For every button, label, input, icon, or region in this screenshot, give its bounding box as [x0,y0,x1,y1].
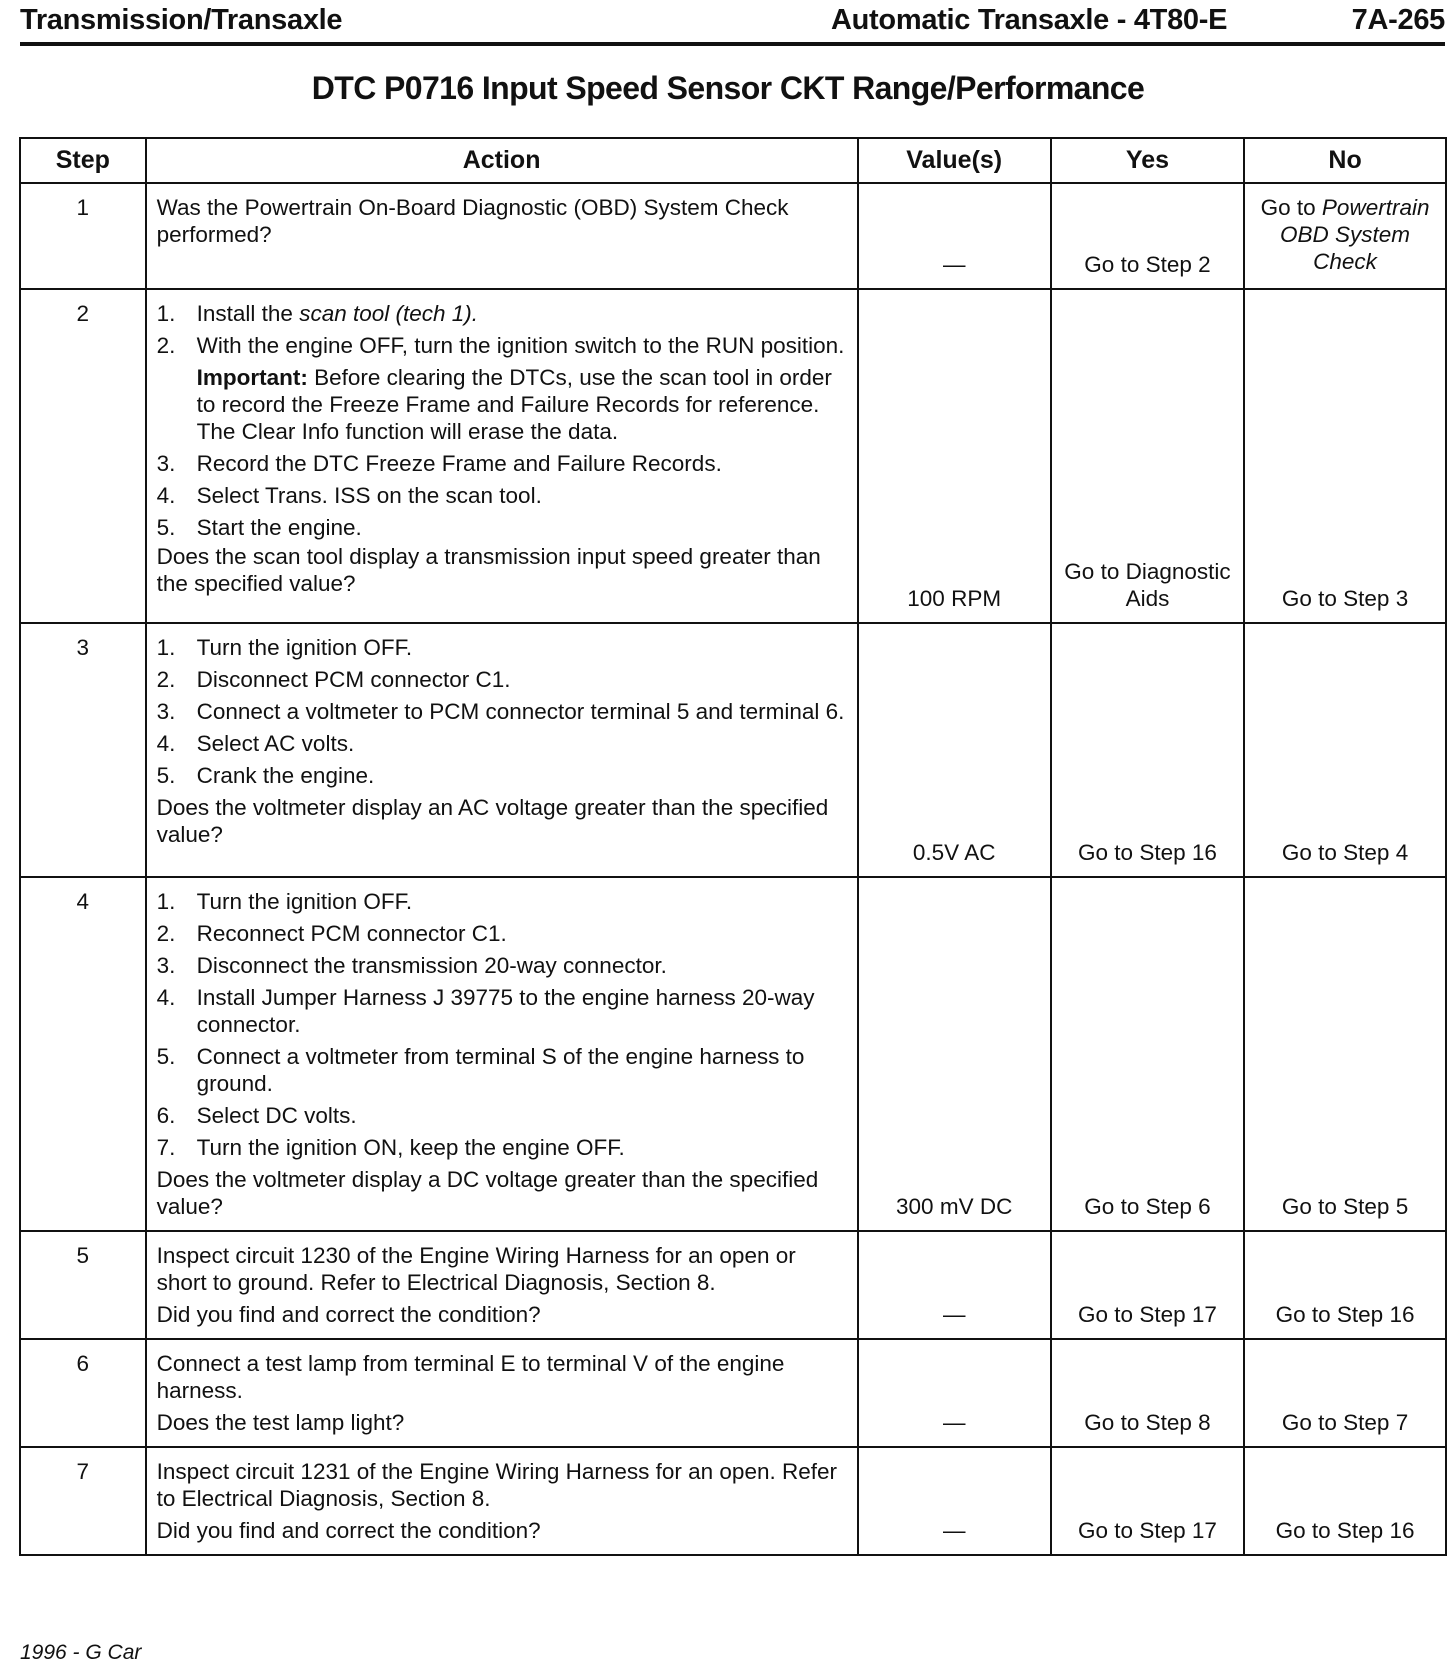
no-reference: Powertrain OBD System Check [1280,195,1430,274]
action-text: Inspect circuit 1230 of the Engine Wiring Harness for an open or short to ground. Refer to Electrical Diagnosis, Section 8. [156,1243,796,1295]
no-cell: Go to Step 4 [1244,623,1446,877]
list-item: 5. Connect a voltmeter from terminal S of the engine harness to ground. [156,1044,805,1096]
step-number: 4 [20,877,146,1231]
list-item: 3. Connect a voltmeter to PCM connector terminal 5 and terminal 6. [156,699,845,724]
item-text: Crank the engine. [196,763,375,788]
list-item: 2. Reconnect PCM connector C1. [156,921,507,946]
action-cell [146,289,858,623]
step-number: 5 [20,1231,146,1339]
column-header-values: Value(s) [858,138,1051,183]
question-text: Does the voltmeter display a DC voltage greater than the specified value? [156,1167,819,1219]
list-item: 5. Crank the engine. [156,763,375,788]
step-number: 2 [20,289,146,623]
value-cell: 300 mV DC [858,877,1051,1231]
action-cell [146,623,858,877]
value-cell: 0.5V AC [858,623,1051,877]
yes-cell: Go to Step 17 [1051,1447,1244,1555]
action-cell [146,877,858,1231]
column-header-action: Action [146,138,858,183]
list-item: 2. With the engine OFF, turn the ignition switch to the RUN position. [156,333,845,358]
important-text: Before clearing the DTCs, use the scan tool in order to record the Freeze Frame and Failure Records for reference. The Clear Info function will erase the data. [196,365,832,444]
value-cell: — [858,1339,1051,1447]
item-text: With the engine OFF, turn the ignition switch to the RUN position. [196,333,845,358]
section-title: Transmission/Transaxle [20,4,343,36]
page-number: 7A-265 [1351,4,1445,36]
list-item: 5. Start the engine. [156,515,362,540]
item-text: Record the DTC Freeze Frame and Failure Records. [196,451,722,476]
item-text: Turn the ignition OFF. [196,889,413,914]
no-prefix: Go to [1260,195,1316,220]
table-row [20,1231,1446,1339]
action-cell [146,1447,858,1555]
yes-cell: Go to Step 16 [1051,623,1244,877]
important-label: Important: [196,365,308,390]
action-text: Was the Powertrain On-Board Diagnostic (OBD) System Check performed? [156,195,789,247]
table-header-row [20,138,1446,183]
item-text: Install Jumper Harness J 39775 to the engine harness 20-way connector. [196,985,815,1037]
table-row [20,877,1446,1231]
list-item: 1. Turn the ignition OFF. [156,635,413,660]
value-cell: — [858,1231,1051,1339]
item-text: Turn the ignition OFF. [196,635,413,660]
item-text: Disconnect the transmission 20-way connector. [196,953,667,978]
question-text: Does the test lamp light? [156,1410,405,1435]
question-text: Did you find and correct the condition? [156,1302,541,1327]
subsection-title: Automatic Transaxle - 4T80-E [831,4,1228,36]
question-text: Does the voltmeter display an AC voltage greater than the specified value? [156,795,829,847]
step-number: 7 [20,1447,146,1555]
document-title: DTC P0716 Input Speed Sensor CKT Range/Performance [311,70,1145,106]
column-header-yes: Yes [1051,138,1244,183]
list-item: 4. Install Jumper Harness J 39775 to the engine harness 20-way connector. [156,985,815,1037]
no-cell: Go to Step 7 [1244,1339,1446,1447]
value-cell: — [858,1447,1051,1555]
table-row [20,1339,1446,1447]
item-text: Start the engine. [196,515,362,540]
item-text: Connect a voltmeter to PCM connector terminal 5 and terminal 6. [196,699,845,724]
list-item: 1. Turn the ignition OFF. [156,889,413,914]
no-cell: Go to Step 5 [1244,877,1446,1231]
item-text: Connect a voltmeter from terminal S of the engine harness to ground. [196,1044,805,1096]
page-header [20,0,1445,46]
page-footer: 1996 - G Car [20,1641,142,1664]
item-text: Select AC volts. [196,731,355,756]
procedure-list [157,888,847,1161]
yes-cell: Go to Step 2 [1051,183,1244,289]
action-text: Connect a test lamp from terminal E to terminal V of the engine harness. [156,1351,785,1403]
table-row [20,623,1446,877]
table-row [20,289,1446,623]
list-item: 4. Select Trans. ISS on the scan tool. [156,483,542,508]
list-item: 4. Select AC volts. [156,731,355,756]
list-item: 3. Disconnect the transmission 20-way connector. [156,953,667,978]
step-number: 1 [20,183,146,289]
no-cell: Go to Step 16 [1244,1231,1446,1339]
procedure-list [157,300,847,359]
diagnostic-table [19,137,1447,1556]
list-item: 6. Select DC volts. [156,1103,357,1128]
step-number: 6 [20,1339,146,1447]
action-text: Inspect circuit 1231 of the Engine Wiring Harness for an open. Refer to Electrical Diagnosis, Section 8. [156,1459,837,1511]
value-cell: 100 RPM [858,289,1051,623]
yes-cell: Go to Step 17 [1051,1231,1244,1339]
no-cell [1244,183,1446,289]
list-item: 1. Install the scan tool (tech 1). [156,301,479,326]
procedure-list [157,634,847,789]
list-item: 7. Turn the ignition ON, keep the engine OFF. [156,1135,625,1160]
question-text: Does the scan tool display a transmission input speed greater than the specified value? [156,544,821,596]
list-item: 2. Disconnect PCM connector C1. [156,667,511,692]
item-text: Select Trans. ISS on the scan tool. [196,483,542,508]
step-number: 3 [20,623,146,877]
item-text: Install the [196,301,293,326]
table-row [20,1447,1446,1555]
table-row [20,183,1446,289]
yes-cell: Go to Step 8 [1051,1339,1244,1447]
list-item: 3. Record the DTC Freeze Frame and Failure Records. [156,451,722,476]
value-cell: — [858,183,1051,289]
yes-cell: Go to Diagnostic Aids [1051,289,1244,623]
column-header-step: Step [20,138,146,183]
no-cell: Go to Step 16 [1244,1447,1446,1555]
action-cell [146,1339,858,1447]
item-text: Disconnect PCM connector C1. [196,667,511,692]
item-text-italic: scan tool (tech 1). [299,301,479,326]
procedure-list [157,450,847,541]
yes-cell: Go to Step 6 [1051,877,1244,1231]
item-text: Reconnect PCM connector C1. [196,921,507,946]
item-text: Turn the ignition ON, keep the engine OFF. [196,1135,625,1160]
action-cell [146,183,858,289]
no-cell: Go to Step 3 [1244,289,1446,623]
column-header-no: No [1244,138,1446,183]
item-text: Select DC volts. [196,1103,357,1128]
important-note [157,364,847,445]
action-cell [146,1231,858,1339]
question-text: Did you find and correct the condition? [156,1518,541,1543]
